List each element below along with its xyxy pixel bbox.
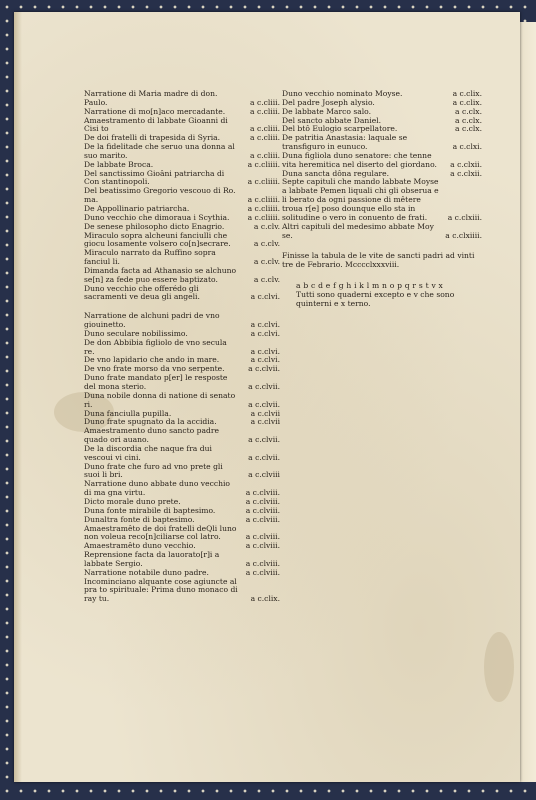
- toc-entry-title: Duno frate spugnato da la accidia.: [84, 417, 217, 427]
- toc-entry: [84, 339, 280, 357]
- toc-entry-title: Amaestramento duno sancto padre quado ori auano.: [84, 426, 220, 445]
- toc-entry-title: De la fidelitade che seruo una donna al suo marito.: [84, 142, 235, 160]
- toc-entry-title: Del beatissimo Gregorio vescouo di Ro. ma.: [84, 186, 236, 205]
- toc-entry-title: Duna figliola duno senatore: che tenne vita heremitica nel diserto del giordano.: [282, 150, 437, 169]
- toc-entry-title: Dicto morale duno prete.: [84, 496, 181, 506]
- toc-entry-title: Duna fonte mirabile di baptesimo.: [84, 505, 216, 515]
- toc-entry-folio: a c.clx.: [455, 106, 482, 116]
- toc-entry-title: Del sancto abbate Daniel.: [282, 115, 382, 125]
- toc-entry-folio: a c.clvi.: [250, 355, 280, 365]
- toc-entry-folio: a c.clv.: [253, 257, 280, 267]
- toc-right-entries: [282, 90, 482, 240]
- toc-entry-folio: a c.clvii.: [248, 399, 280, 409]
- toc-entry-folio: a c.clviii.: [245, 505, 280, 515]
- toc-entry-folio: a c.clv.: [253, 274, 280, 284]
- toc-entry-folio: a c.clxii.: [450, 168, 482, 178]
- toc-entry: [84, 578, 280, 605]
- toc-entry-folio: a c.clvii.: [248, 364, 280, 374]
- toc-entry-title: Narratione di Maria madre di don. Paulo.: [84, 89, 218, 107]
- toc-entry-title: Duna sancta dôna regulare.: [282, 168, 390, 178]
- toc-entry-title: Septe capituli che mando labbate Moyse a labbate Pemen liquali chi gli obserua e li berato da ogni passione di mêtere troua r[e] poso dounque ello sta in solitudine o vero in conuento de frati.: [282, 177, 439, 222]
- toc-entry-title: Reprensione facta da lauorato[r]i a labbate Sergio.: [84, 550, 220, 568]
- toc-entry-title: De patritia Anastasia: laquale se transfiguro in eunuco.: [282, 133, 408, 152]
- toc-entry-folio: a c.clix.: [452, 97, 482, 107]
- toc-entry-folio: a c.clviii.: [245, 488, 280, 498]
- toc-entry-title: Narratione di mo[n]aco mercadante.: [84, 106, 226, 116]
- paper-stain: [484, 632, 514, 702]
- toc-entry-title: Narratione de alchuni padri de vno giouinetto.: [84, 311, 220, 330]
- toc-entry-title: De Appollinario patriarcha.: [84, 203, 190, 213]
- toc-entry-title: De la discordia che naque fra dui vescoui vi cini.: [84, 443, 212, 462]
- toc-entry: [84, 374, 280, 392]
- toc-entry-folio: a c.clvi.: [250, 320, 280, 330]
- toc-entry-folio: a c.clviii.: [245, 496, 280, 506]
- toc-entry: [84, 427, 280, 445]
- register-note: Tutti sono quaderni excepto e v che sono quinterni e x terno.: [296, 289, 455, 308]
- toc-entry-title: Duno frate mandato p[er] le resposte del mona sterio.: [84, 373, 228, 391]
- toc-entry: [84, 445, 280, 463]
- toc-entry-title: Miraculo narrato da Ruffino sopra fanciul li.: [84, 248, 216, 267]
- toc-entry-folio: a c.clxii.: [450, 159, 482, 169]
- toc-entry-title: Narratione duno abbate duno vecchio di ma gna virtu.: [84, 479, 230, 498]
- toc-entry-title: De doi fratelli di trapesida di Syria.: [84, 133, 221, 143]
- toc-entry: [84, 525, 280, 543]
- toc-entry: [282, 223, 482, 241]
- toc-entry-title: Dimanda facta ad Athanasio se alchuno se[n] za fede puo essere baptizato.: [84, 265, 237, 284]
- toc-entry-folio: a c.cliii.: [250, 133, 280, 143]
- toc-entry-title: Del padre Joseph alysio.: [282, 97, 375, 107]
- toc-entry-folio: a c.clvi.: [250, 292, 280, 302]
- toc-entry-title: Duno vecchio che offerédo gli sacramenti ve deua gli angeli.: [84, 283, 200, 302]
- toc-entry-title: Dunaltra fonte di baptesimo.: [84, 514, 195, 524]
- toc-entry-folio: a c.cliiii.: [247, 212, 280, 222]
- toc-entry-folio: a c.cliiii.: [247, 159, 280, 169]
- toc-entry-title: Narratione notabile duno padre.: [84, 567, 209, 577]
- toc-entry-folio: a c.cliii.: [250, 124, 280, 134]
- toc-entry-folio: a c.clvii: [250, 417, 280, 427]
- toc-entry: [84, 285, 280, 303]
- toc-entry-title: Duno vecchio che dimoraua i Scythia.: [84, 212, 230, 222]
- toc-entry-folio: a c.clviii.: [245, 514, 280, 524]
- toc-entry-title: Amaestramêto duno vecchio.: [84, 541, 196, 551]
- toc-entry: [84, 90, 280, 108]
- toc-entry-title: Duna nobile donna di natione di senato ri.: [84, 390, 236, 409]
- toc-entry-folio: a c.clix.: [452, 89, 482, 98]
- toc-entry: [84, 143, 280, 161]
- toc-entry-folio: a c.cliiii.: [247, 195, 280, 205]
- toc-entry-title: Incominciano alquante cose agiuncte al pra to spirituale: Prima duno monaco di ray tu.: [84, 576, 238, 604]
- toc-entry: [84, 312, 280, 330]
- toc-entry-folio: a c.clviii: [248, 470, 280, 480]
- page-gutter-shadow: [14, 12, 22, 782]
- toc-entry-title: Duno vecchio nominato Moyse.: [282, 89, 403, 98]
- toc-entry-folio: a c.clviii.: [245, 541, 280, 551]
- toc-entry: [282, 178, 482, 222]
- toc-entry-title: De senese philosopho dicto Enagrio.: [84, 221, 225, 231]
- toc-entry-title: De labbate Marco salo.: [282, 106, 372, 116]
- toc-entry: [84, 551, 280, 569]
- toc-entry-folio: a c.clvi.: [250, 346, 280, 356]
- toc-entry-title: Miraculo sopra alcheuni fanciulli che giocu losamente volsero co[n]secrare.: [84, 230, 231, 249]
- toc-entry-folio: a c.clix.: [250, 594, 280, 604]
- toc-entry-folio: a c.cliii.: [250, 97, 280, 107]
- toc-entry-folio: a c.clv.: [253, 221, 280, 231]
- toc-entry-folio: a c.clvii.: [248, 435, 280, 445]
- toc-entry-folio: a c.cliii.: [250, 106, 280, 116]
- toc-entry-folio: a c.clvii.: [248, 452, 280, 462]
- toc-entry-title: Duno frate che furo ad vno prete gli suoi li bri.: [84, 461, 223, 480]
- toc-entry-folio: a c.clxiiii.: [445, 230, 482, 240]
- toc-entry-title: Duno seculare nobilissimo.: [84, 328, 188, 338]
- toc-entry: [84, 463, 280, 481]
- toc-entry-title: De vno frate morso da vno serpente.: [84, 364, 225, 374]
- toc-entry-title: Amaestramento di labbate Gioanni di Cisi to: [84, 115, 228, 134]
- toc-entry-title: De vno lapidario che ando in mare.: [84, 355, 220, 365]
- toc-entry: [282, 134, 482, 152]
- toc-entry-folio: a c.clvii.: [248, 382, 280, 391]
- toc-entry-title: Duna fanciulla pupilla.: [84, 408, 172, 418]
- toc-entry-folio: a c.clvii: [250, 408, 280, 418]
- register-letters: a b c d e f g h i k l m n o p q r s t v x: [296, 281, 444, 291]
- toc-right-column: [282, 90, 482, 309]
- toc-entry: [282, 152, 482, 170]
- toc-entry: [84, 117, 280, 135]
- toc-entry-folio: a c.clviii.: [245, 532, 280, 542]
- toc-entry-title: De don Abbibia figliolo de vno secula re.: [84, 337, 227, 356]
- toc-entry-title: Altri capituli del medesimo abbate Moy se.: [282, 221, 434, 240]
- toc-entry: [84, 170, 280, 188]
- toc-entry-folio: a c.cliiii.: [247, 203, 280, 213]
- toc-entry-folio: a c.clxiii.: [447, 212, 482, 222]
- toc-entry-title: Amaestramêto de doi fratelli deQli luno non voleua reco[n]ciliarse col latro.: [84, 523, 237, 542]
- toc-entry: [84, 392, 280, 410]
- toc-entry: [84, 249, 280, 267]
- toc-entry: [84, 232, 280, 250]
- colophon: Finisse la tabula de le vite de sancti padri ad vinti tre de Febrario. Mcccclxxxviii.: [282, 251, 475, 270]
- toc-entry-title: Del btô Eulogio scarpellatore.: [282, 124, 398, 134]
- toc-entry-title: De labbate Broca.: [84, 159, 154, 169]
- toc-entry: [84, 480, 280, 498]
- toc-left-column: [84, 90, 280, 604]
- toc-entry-folio: a c.clviii.: [245, 567, 280, 577]
- toc-entry-folio: a c.clvi.: [250, 328, 280, 338]
- toc-entry-folio: a c.cliiii.: [247, 177, 280, 187]
- toc-entry-folio: a c.cliii.: [250, 150, 280, 160]
- toc-entry-folio: a c.clx.: [455, 124, 482, 134]
- toc-entry-folio: a c.clx.: [455, 115, 482, 125]
- toc-entry: [84, 187, 280, 205]
- toc-entry-folio: a c.clv.: [253, 239, 280, 249]
- toc-entry-folio: a c.clviii.: [245, 558, 280, 568]
- toc-entry-folio: a c.clxi.: [452, 142, 482, 152]
- toc-entry-title: Del sanctissimo Gioâni patriarcha di Con stantinopoli.: [84, 168, 225, 187]
- toc-entry: [84, 267, 280, 285]
